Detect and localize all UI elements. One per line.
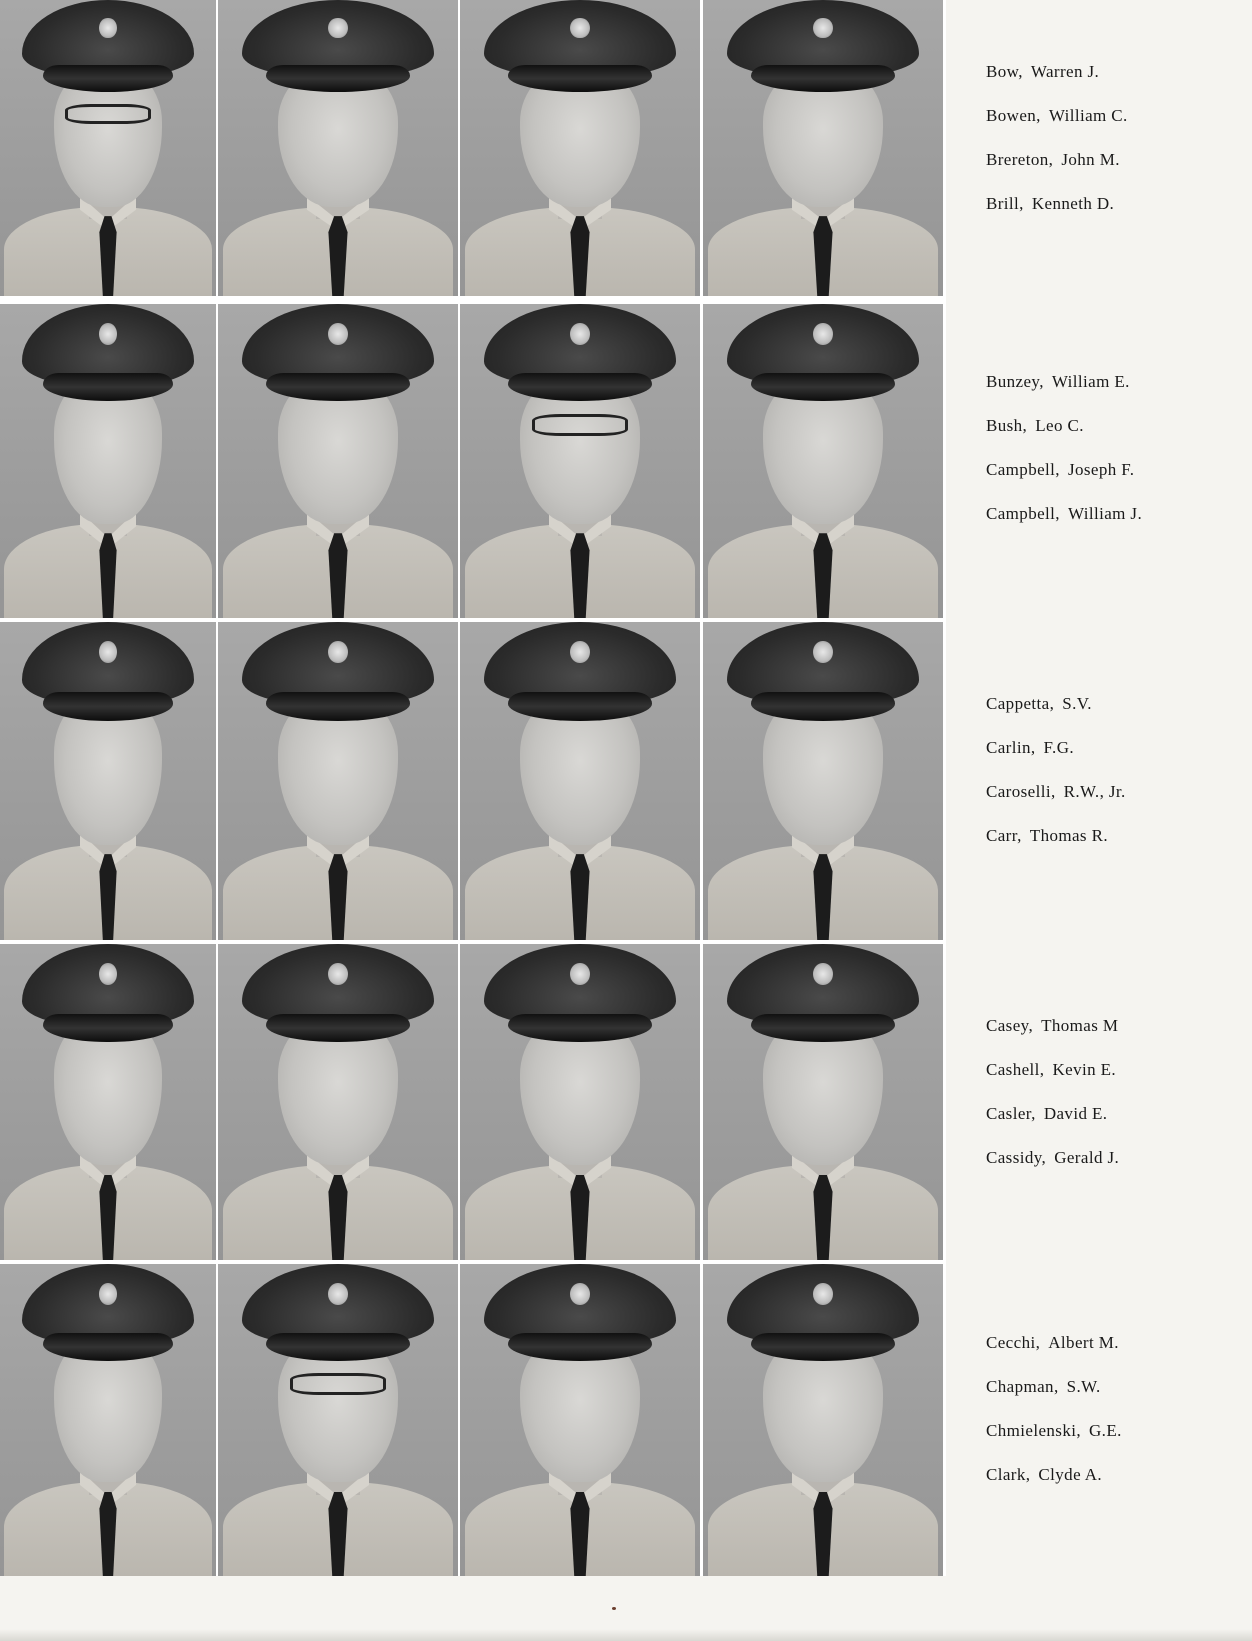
portrait-badge (570, 641, 589, 663)
first-name: Warren J. (1030, 62, 1100, 81)
first-name: Kenneth D. (1031, 194, 1115, 213)
portrait-badge (813, 963, 832, 985)
name-group-row-5 (986, 1333, 1236, 1509)
portrait-brim (43, 1333, 173, 1361)
first-name: Albert M. (1048, 1333, 1119, 1352)
name-group-row-3 (986, 694, 1236, 870)
portrait-brim (43, 692, 173, 721)
first-name: John M. (1061, 150, 1120, 169)
first-name: S.V. (1062, 694, 1092, 713)
portrait-badge (99, 18, 116, 39)
portrait-photo (218, 304, 458, 618)
last-name: Casey, (986, 1016, 1034, 1035)
portrait-badge (328, 641, 347, 663)
first-name: Kevin E. (1052, 1060, 1117, 1079)
portrait-photo (218, 622, 458, 940)
name-entry (986, 194, 1236, 238)
portrait-badge (328, 963, 347, 985)
first-name: Clyde A. (1038, 1465, 1103, 1484)
portrait-brim (266, 1014, 410, 1042)
portrait-photo (0, 0, 216, 296)
last-name: Cecchi, (986, 1333, 1041, 1352)
portrait-badge (813, 323, 832, 345)
last-name: Bow, (986, 62, 1023, 81)
portrait-badge (813, 1283, 832, 1305)
portrait-brim (751, 692, 895, 721)
first-name: Thomas R. (1029, 826, 1108, 845)
first-name: S.W. (1066, 1377, 1101, 1396)
name-group-row-2 (986, 372, 1236, 548)
first-name: F.G. (1043, 738, 1075, 757)
portrait-glasses (290, 1373, 386, 1395)
name-entry (986, 1016, 1236, 1060)
portrait-badge (99, 963, 116, 985)
portrait-badge (813, 641, 832, 663)
portrait-photo (0, 1264, 216, 1576)
portrait-photo (218, 0, 458, 296)
portrait-photo (703, 622, 943, 940)
first-name: William E. (1051, 372, 1130, 391)
portrait-glasses (532, 414, 628, 436)
first-name: Thomas M (1041, 1016, 1119, 1035)
last-name: Cappetta, (986, 694, 1055, 713)
portrait-brim (43, 1014, 173, 1042)
name-entry (986, 460, 1236, 504)
first-name: David E. (1043, 1104, 1108, 1123)
first-name: Gerald J. (1054, 1148, 1120, 1167)
portrait-badge (99, 1283, 116, 1305)
page-bottom-edge (0, 1629, 1252, 1641)
portrait-badge (99, 641, 116, 663)
name-entry (986, 416, 1236, 460)
name-entry (986, 738, 1236, 782)
first-name: R.W., Jr. (1063, 782, 1126, 801)
name-entry (986, 504, 1236, 548)
name-entry (986, 1333, 1236, 1377)
name-entry (986, 826, 1236, 870)
portrait-photo (460, 944, 700, 1260)
portrait-photo (703, 0, 943, 296)
last-name: Bush, (986, 416, 1028, 435)
name-group-row-4 (986, 1016, 1236, 1192)
portrait-photo (0, 944, 216, 1260)
name-entry (986, 150, 1236, 194)
name-entry (986, 782, 1236, 826)
portrait-badge (99, 323, 116, 345)
portrait-photo (0, 622, 216, 940)
last-name: Campbell, (986, 504, 1060, 523)
name-entry (986, 62, 1236, 106)
first-name: William C. (1048, 106, 1128, 125)
name-entry (986, 372, 1236, 416)
last-name: Cashell, (986, 1060, 1045, 1079)
portrait-photo (460, 1264, 700, 1576)
portrait-badge (570, 1283, 589, 1305)
first-name: G.E. (1089, 1421, 1122, 1440)
portrait-brim (751, 1333, 895, 1361)
portrait-photo (703, 304, 943, 618)
last-name: Chmielenski, (986, 1421, 1081, 1440)
last-name: Brereton, (986, 150, 1054, 169)
name-entry (986, 106, 1236, 150)
portrait-brim (266, 1333, 410, 1361)
portrait-badge (328, 1283, 347, 1305)
last-name: Brill, (986, 194, 1024, 213)
portrait-brim (751, 1014, 895, 1042)
last-name: Carlin, (986, 738, 1036, 757)
portrait-photo (703, 944, 943, 1260)
name-entry (986, 1421, 1236, 1465)
name-entry (986, 1148, 1236, 1192)
portrait-photo (460, 0, 700, 296)
portrait-badge (328, 323, 347, 345)
portrait-glasses (65, 104, 151, 125)
last-name: Cassidy, (986, 1148, 1047, 1167)
portrait-brim (508, 1014, 652, 1042)
first-name: Leo C. (1035, 416, 1084, 435)
first-name: Joseph F. (1067, 460, 1135, 479)
last-name: Campbell, (986, 460, 1060, 479)
name-entry (986, 1060, 1236, 1104)
last-name: Carr, (986, 826, 1022, 845)
name-entry (986, 1465, 1236, 1509)
last-name: Caroselli, (986, 782, 1056, 801)
last-name: Casler, (986, 1104, 1036, 1123)
name-entry (986, 1104, 1236, 1148)
portrait-badge (328, 18, 347, 39)
portrait-brim (508, 1333, 652, 1361)
last-name: Chapman, (986, 1377, 1059, 1396)
portrait-photo (460, 304, 700, 618)
portrait-photo (703, 1264, 943, 1576)
name-entry (986, 1377, 1236, 1421)
portrait-badge (570, 323, 589, 345)
portrait-badge (813, 18, 832, 39)
portrait-photo (460, 622, 700, 940)
ink-speck (612, 1607, 616, 1610)
last-name: Bunzey, (986, 372, 1044, 391)
last-name: Clark, (986, 1465, 1031, 1484)
portrait-badge (570, 963, 589, 985)
name-entry (986, 694, 1236, 738)
name-group-row-1 (986, 62, 1236, 238)
portrait-brim (266, 692, 410, 721)
portrait-photo (218, 1264, 458, 1576)
portrait-photo (0, 304, 216, 618)
last-name: Bowen, (986, 106, 1041, 125)
portrait-photo (218, 944, 458, 1260)
portrait-brim (508, 692, 652, 721)
first-name: William J. (1067, 504, 1143, 523)
portrait-badge (570, 18, 589, 39)
